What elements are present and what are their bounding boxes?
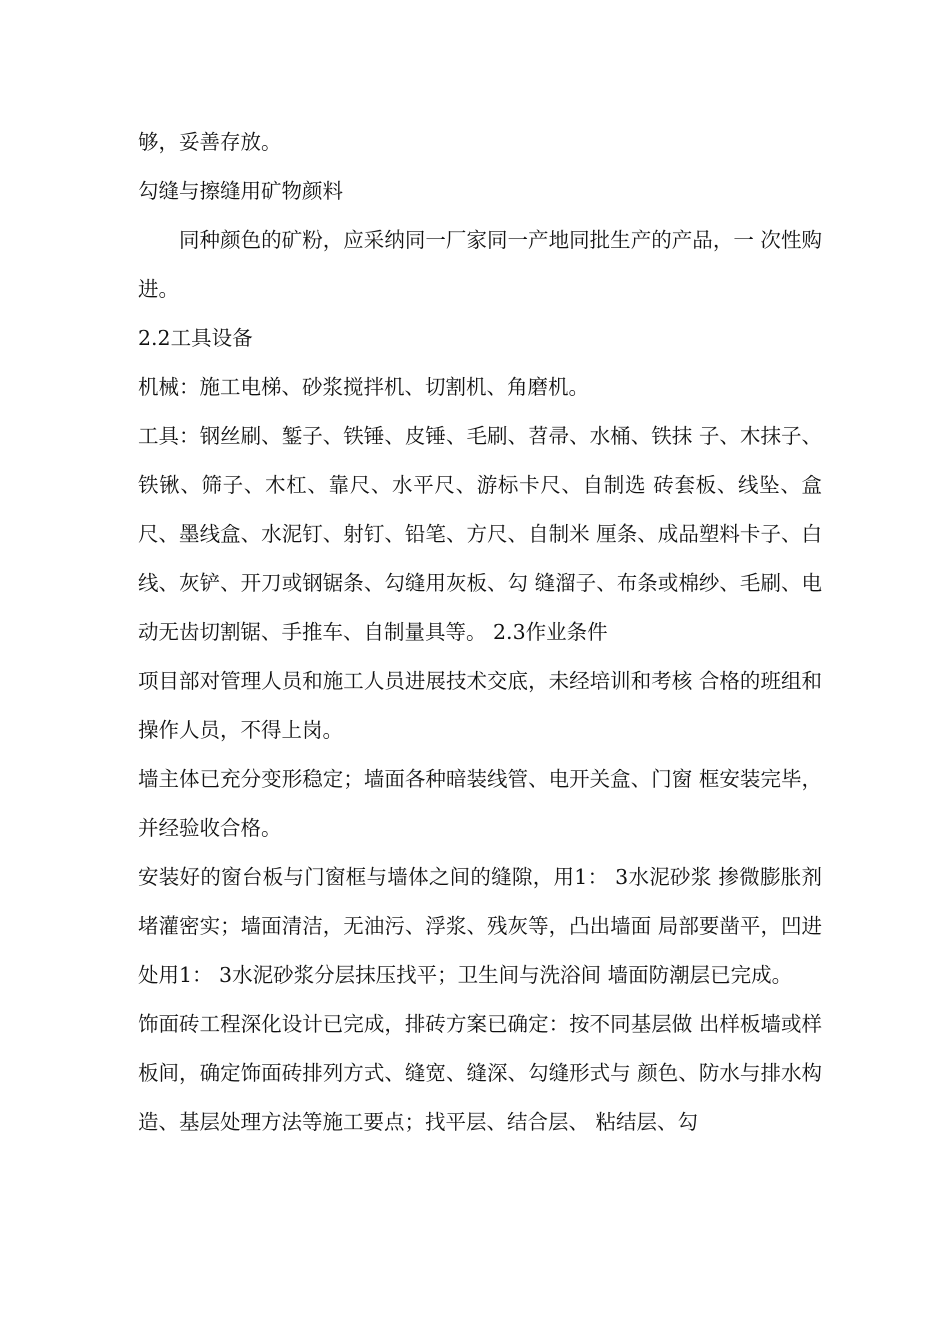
paragraph-training: 项目部对管理人员和施工人员进展技术交底，未经培训和考核 合格的班组和操作人员，不得上岗。: [138, 669, 822, 742]
paragraph-machinery: 机械：施工电梯、砂浆搅拌机、切割机、角磨机。: [138, 375, 589, 399]
document-page: [138, 118, 822, 1147]
paragraph-window-gap: 安装好的窗台板与门窗框与墙体之间的缝隙，用1： 3水泥砂浆 掺微膨胀剂堵灌密实；墙面清洁，无油污、浮浆、残灰等，凸出墙面 局部要凿平，凹进处用1： 3水泥砂浆分层抹压找平；卫生间与洗浴间 墙面防潮层已完成。: [138, 865, 822, 987]
section-heading-tools: 2.2工具设备: [138, 326, 253, 350]
paragraph-tools: 工具：钢丝刷、錾子、铁锤、皮锤、毛刷、苕帚、水桶、铁抹 子、木抹子、铁锹、筛子、木杠、靠尺、水平尺、游标卡尺、自制选 砖套板、线坠、盒尺、墨线盒、水泥钉、射钉、铅笔、方尺、自制米 厘条、成品塑料卡子、白线、灰铲、开刀或钢锯条、勾缝用灰板、勾 缝溜子、布条或棉纱、毛刷、电动无齿切割锯、手推车、自制量具等。 2.3作业条件: [138, 424, 822, 644]
paragraph-design: 饰面砖工程深化设计已完成，排砖方案已确定：按不同基层做 出样板墙或样板间，确定饰面砖排列方式、缝宽、缝深、勾缝形式与 颜色、防水与排水构造、基层处理方法等施工要点；找平层、结合层、 粘结层、勾: [138, 1012, 822, 1134]
paragraph-3: 同种颜色的矿粉，应采纳同一厂家同一产地同批生产的产品，一 次性购进。: [138, 228, 822, 301]
paragraph-2: 勾缝与擦缝用矿物颜料: [138, 179, 343, 203]
paragraph-wall-body: 墙主体已充分变形稳定；墙面各种暗装线管、电开关盒、门窗 框安装完毕，并经验收合格。: [138, 767, 822, 840]
paragraph-1: 够，妥善存放。: [138, 130, 282, 154]
